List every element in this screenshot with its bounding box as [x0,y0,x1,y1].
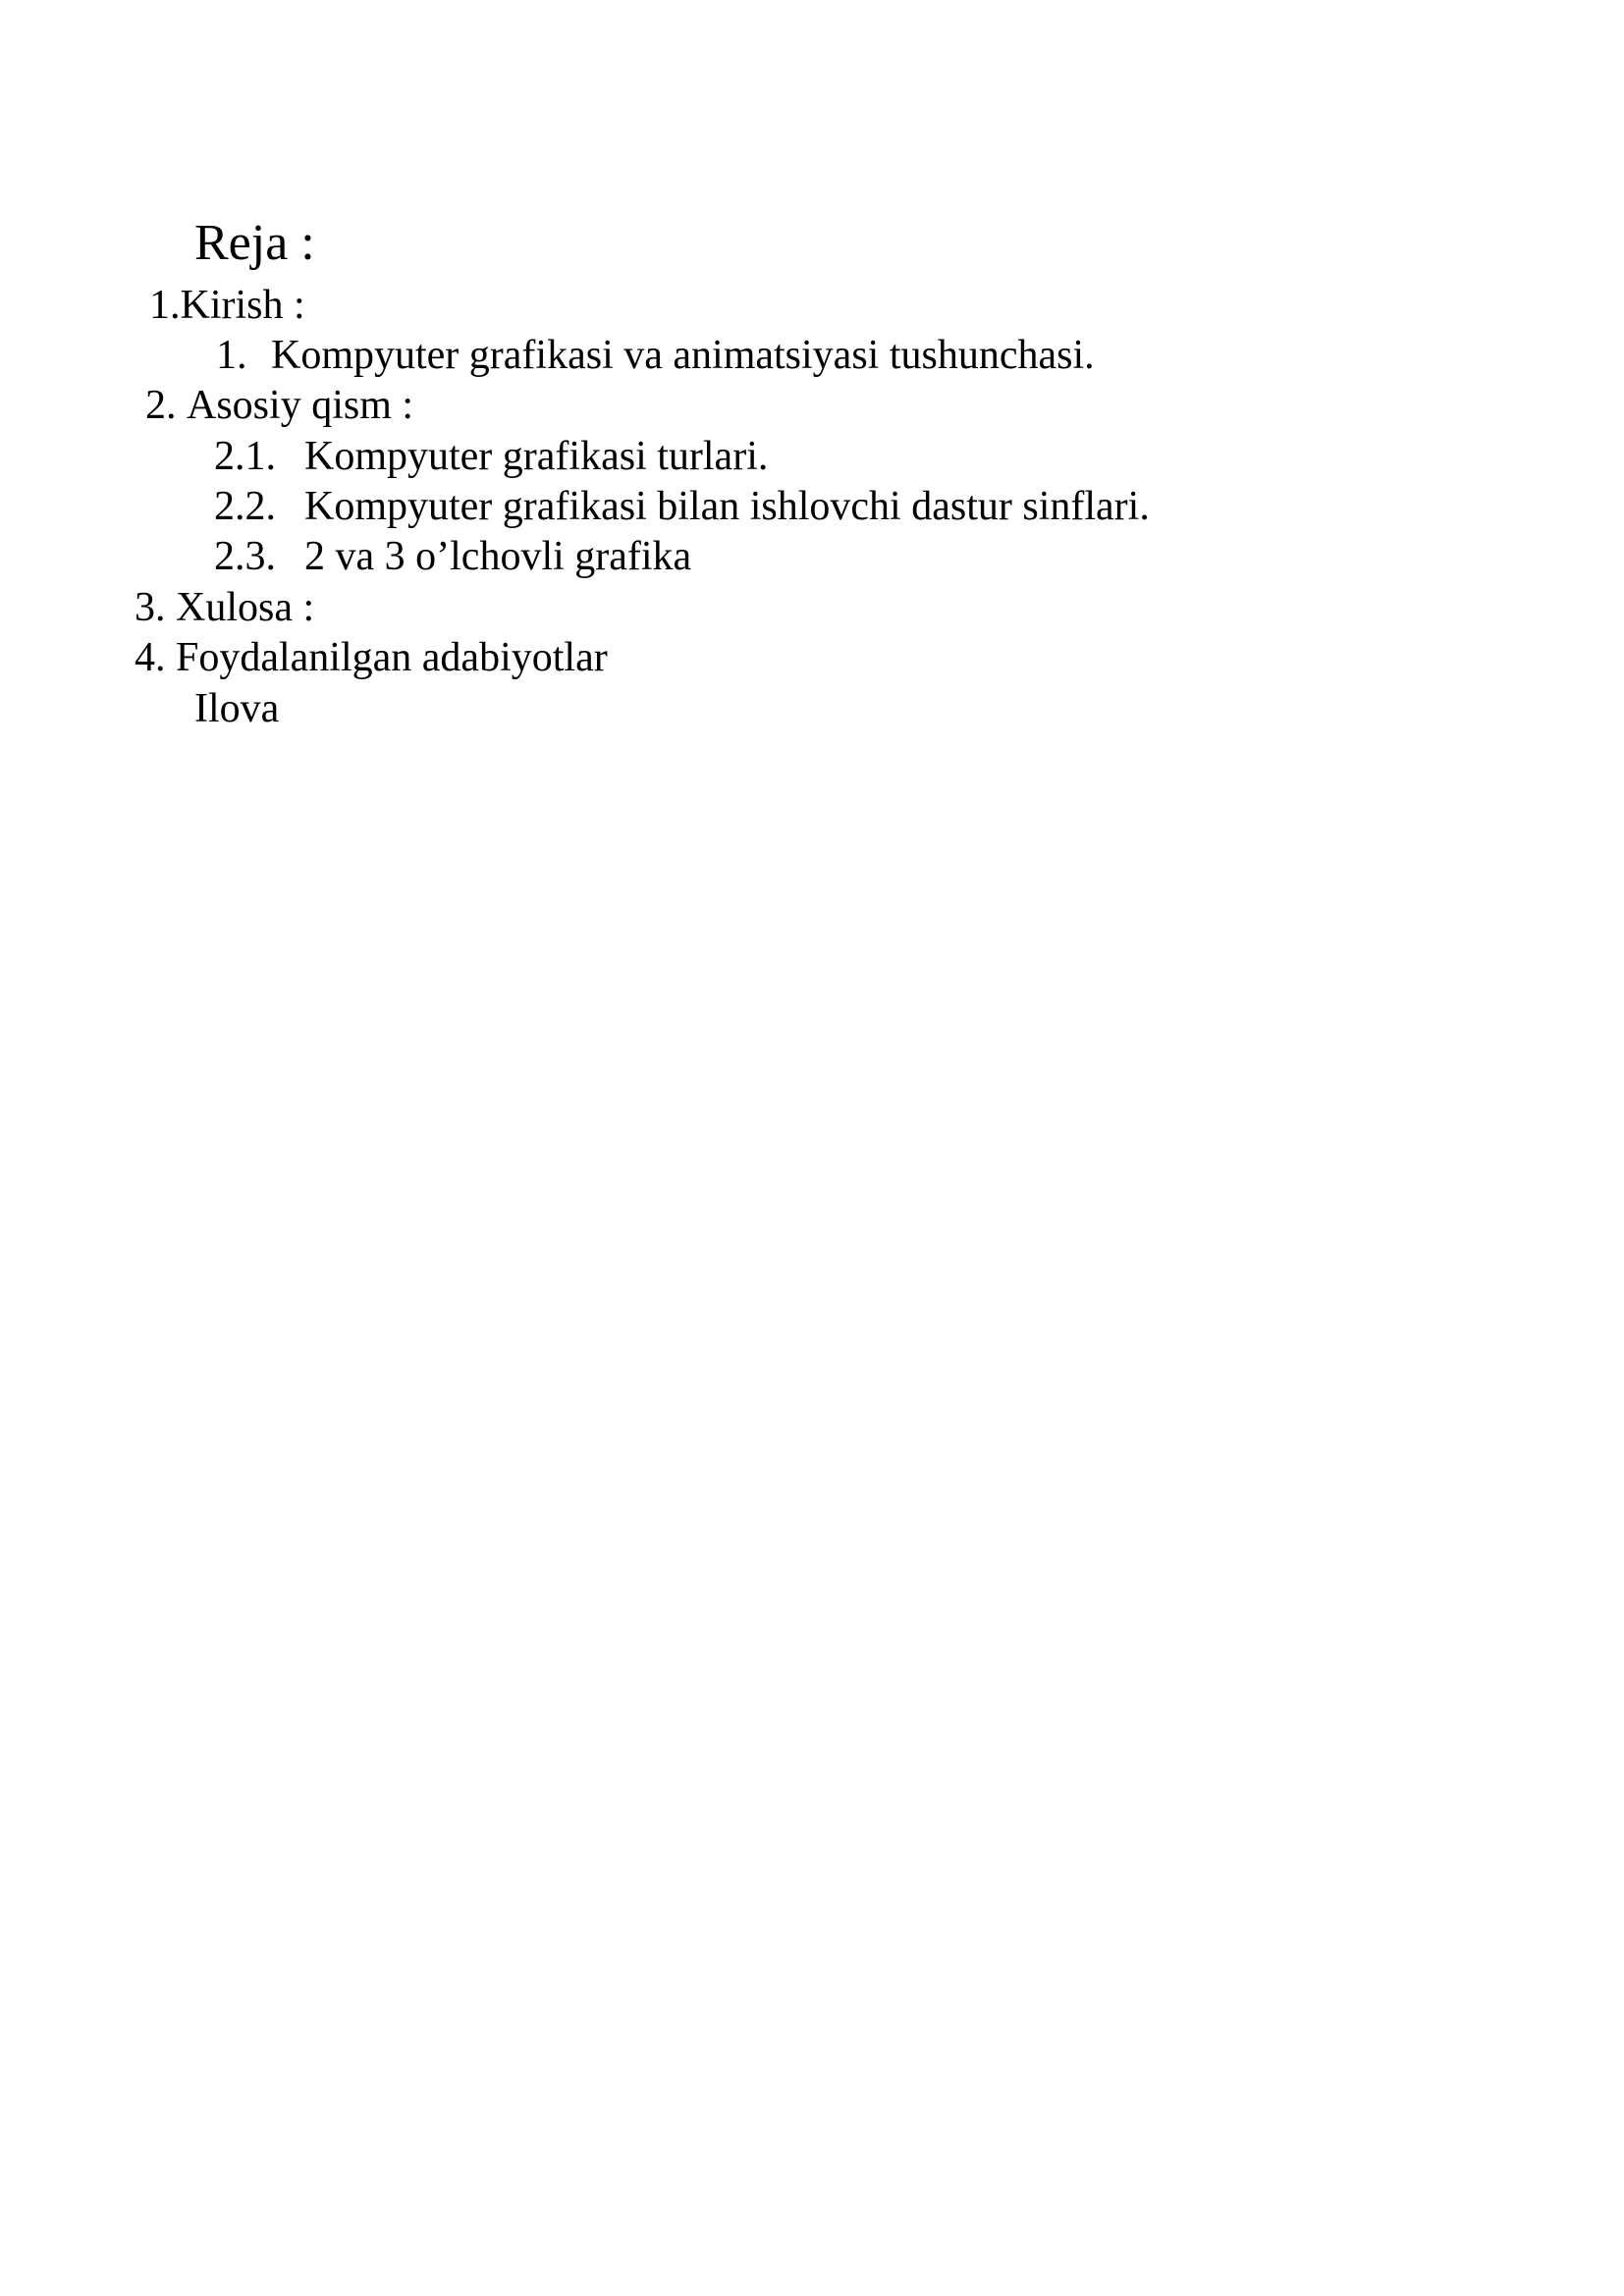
outline-item-asosiy-qism [145,381,413,430]
outline-item-text: Xulosa : [176,585,315,630]
outline-item-adabiyotlar [135,633,608,682]
outline-item-number: 1. [216,333,247,378]
outline-item-text: Foydalanilgan adabiyotlar [176,635,608,680]
outline-item-text: 2 va 3 o’lchovli grafika [304,534,692,579]
outline-item-number: 2.1. [214,434,276,479]
outline-item-number: 4. [135,635,166,680]
outline-subitem [214,532,691,581]
page-title: Reja : [194,215,315,271]
outline-item-number: 1.Kirish : [149,283,305,328]
outline-item-kirish [149,281,305,330]
outline-item-ilova [194,684,279,733]
outline-item-text: Kompyuter grafikasi bilan ishlovchi dastur sinflari. [304,484,1150,529]
outline-item-number: 2. [145,383,177,428]
outline-item-number: 3. [135,585,166,630]
outline-subitem [214,432,768,481]
outline-item-text: Asosiy qism : [187,383,414,428]
outline-item-number: 2.3. [214,534,276,579]
outline-subitem [214,482,1150,531]
outline-item-text: Kompyuter grafikasi turlari. [304,434,769,479]
outline-item-xulosa [135,583,314,632]
outline-subitem [216,331,1095,380]
outline-item-text: Kompyuter grafikasi va animatsiyasi tushunchasi. [271,333,1095,378]
outline-item-number: 2.2. [214,484,276,529]
outline-item-text: Ilova [194,686,280,731]
